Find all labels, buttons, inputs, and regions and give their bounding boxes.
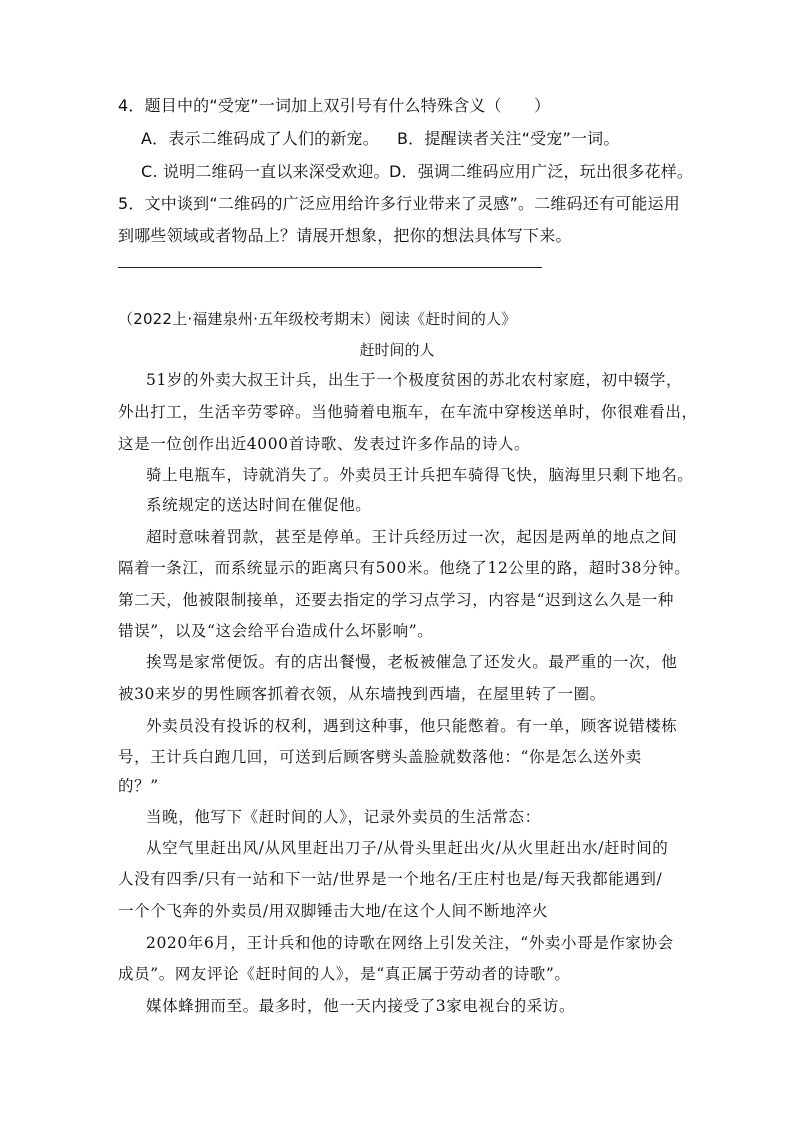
- question-4-option-c: C. 说明二维码一直以来深受欢迎。: [141, 162, 390, 181]
- reading-line: 一个个飞奔的外卖员/用双脚锤击大地/在这个人间不断地淬火: [118, 902, 549, 920]
- reading-line: 媒体蜂拥而至。最多时，他一天内接受了3家电视台的采访。: [146, 997, 576, 1015]
- reading-line: 系统规定的送达时间在催促他。: [146, 496, 372, 514]
- reading-line: 错误”，以及“这会给平台造成什么坏影响”。: [118, 622, 434, 640]
- answer-blank-line: [118, 267, 542, 268]
- reading-line: 当晚，他写下《赶时间的人》，记录外卖员的生活常态：: [146, 808, 541, 826]
- reading-line: 被30来岁的男性顾客抓着衣领，从东墙拽到西墙，在屋里转了一圈。: [118, 685, 606, 703]
- question-4-option-d: D．强调二维码应用广泛，玩出很多花样。: [389, 162, 694, 181]
- reading-line: 51岁的外卖大叔王计兵，出生于一个极度贫困的苏北农村家庭，初中辍学，: [146, 371, 683, 389]
- reading-line: 这是一位创作出近4000首诗歌、发表过许多作品的诗人。: [118, 435, 531, 453]
- reading-intro: （2022上·福建泉州·五年级校考期末）阅读《赶时间的人》: [118, 310, 517, 328]
- reading-line: 成员”。网友评论《赶时间的人》，是“真正属于劳动者的诗歌”。: [118, 965, 571, 983]
- reading-line: 号，王计兵白跑几回，可送到后顾客劈头盖脸就数落他：“你是怎么送外卖: [118, 748, 642, 766]
- reading-line: 第二天，他被限制接单，还要去指定的学习点学习，内容是“迟到这么久是一种: [118, 591, 674, 609]
- reading-line: 的？”: [118, 777, 159, 795]
- question-4-option-a: A．表示二维码成了人们的新宠。: [141, 129, 379, 148]
- reading-line: 人没有四季/只有一站和下一站/世界是一个地名/王庄村也是/每天我都能遇到/: [118, 870, 663, 888]
- reading-line: 外出打工，生活辛劳零碎。当他骑着电瓶车，在车流中穿梭送单时，你很难看出，: [118, 403, 698, 421]
- reading-title: 赶时间的人: [359, 341, 435, 359]
- reading-line: 外卖员没有投诉的权利，遇到这种事，他只能憋着。有一单，顾客说错楼栋: [146, 717, 678, 735]
- question-5-line-1: 5．文中谈到“二维码的广泛应用给许多行业带来了灵感”。二维码还有可能运用: [118, 194, 680, 213]
- reading-line: 从空气里赶出风/从风里赶出刀子/从骨头里赶出火/从火里赶出水/赶时间的: [146, 839, 669, 857]
- reading-line: 2020年6月，王计兵和他的诗歌在网络上引发关注，“外卖小哥是作家协会: [146, 934, 674, 952]
- reading-line: 隔着一条江，而系统显示的距离只有500米。他绕了12公里的路，超时38分钟。: [118, 559, 691, 577]
- question-5-line-2: 到哪些领域或者物品上？请展开想象，把你的想法具体写下来。: [118, 226, 572, 245]
- reading-line: 超时意味着罚款，甚至是停单。王计兵经历过一次，起因是两单的地点之间: [146, 528, 678, 546]
- question-4: 4．题目中的“受宠”一词加上双引号有什么特殊含义（ ）: [118, 96, 551, 115]
- question-4-option-b: B．提醒读者关注“受宠”一词。: [397, 129, 620, 148]
- reading-line: 挨骂是家常便饭。有的店出餐慢，老板被催急了还发火。最严重的一次，他: [146, 653, 678, 671]
- reading-line: 骑上电瓶车，诗就消失了。外卖员王计兵把车骑得飞快，脑海里只剩下地名。: [146, 466, 694, 484]
